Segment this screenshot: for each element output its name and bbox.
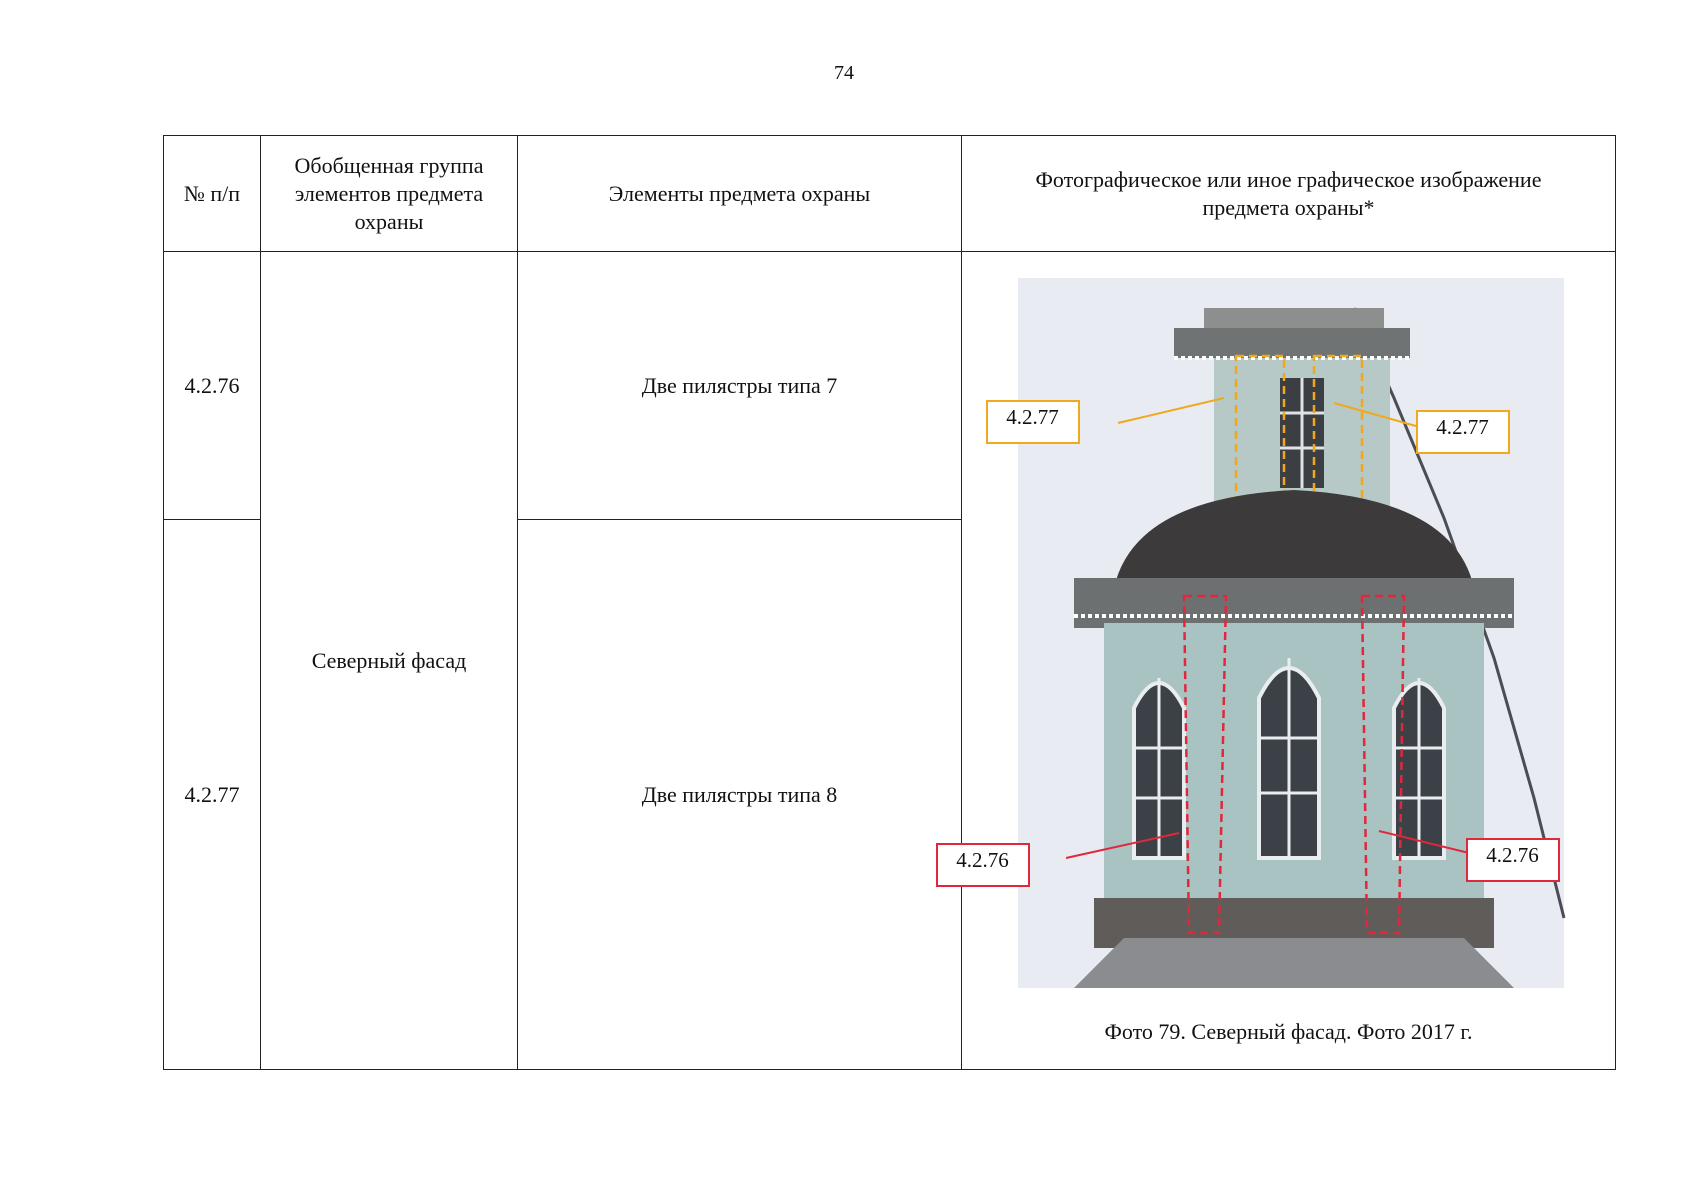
page-number: 74 — [834, 62, 854, 84]
photo-cell — [956, 252, 1616, 1070]
photo-figure — [956, 278, 1604, 988]
callout-upper-left: 4.2.77 — [986, 400, 1080, 444]
callout-upper-right: 4.2.77 — [1416, 410, 1510, 454]
row-element: Две пилястры типа 7 — [518, 252, 962, 520]
table-row — [164, 252, 1616, 520]
row-num: 4.2.76 — [164, 252, 261, 520]
row-num: 4.2.77 — [164, 520, 261, 1070]
callout-lower-left: 4.2.76 — [936, 843, 1030, 887]
photo-caption: Фото 79. Северный фасад. Фото 2017 г. — [1104, 1019, 1473, 1044]
header-elements: Элементы предмета охраны — [518, 136, 962, 252]
group-cell: Северный фасад — [261, 252, 518, 1070]
row-element: Две пилястры типа 8 — [518, 520, 962, 1070]
header-num: № п/п — [164, 136, 261, 252]
header-group: Обобщенная группа элементов предмета охраны — [261, 136, 518, 252]
callout-lower-right: 4.2.76 — [1466, 838, 1560, 882]
protection-table — [163, 135, 1616, 1070]
header-photo: Фотографическое или иное графическое изображение предмета охраны* — [962, 136, 1616, 252]
table-header-row — [164, 136, 1616, 252]
